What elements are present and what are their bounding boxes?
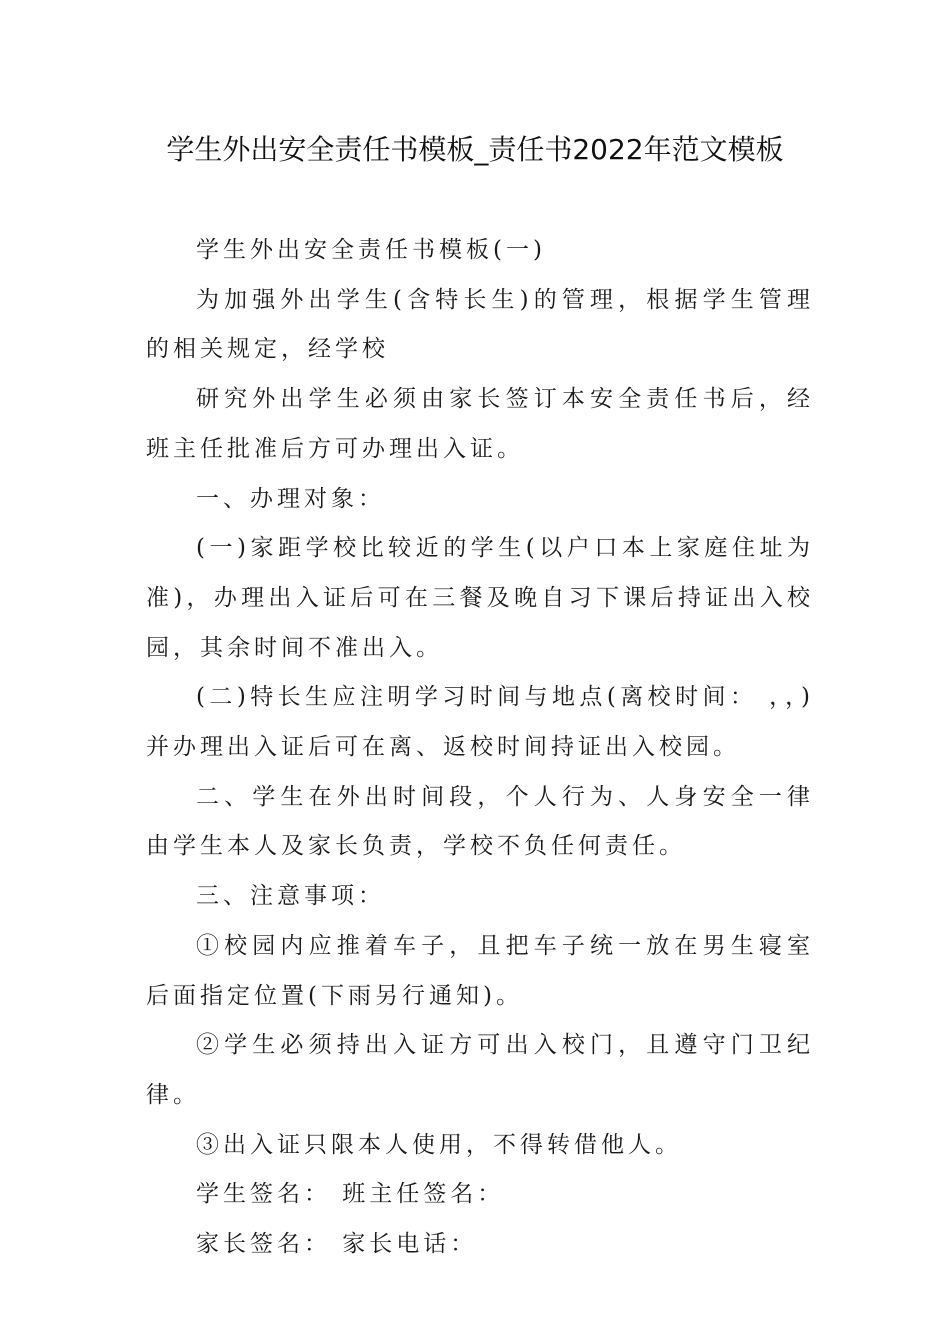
paragraph: 二、学生在外出时间段，个人行为、人身安全一律由学生本人及家长负责，学校不负任何责任。 — [146, 783, 814, 860]
paragraph: (二)特长生应注明学习时间与地点(离校时间： ，，)并办理出入证后可在离、返校时间持证出入校园。 — [146, 684, 814, 761]
paragraph: (一)家距学校比较近的学生(以户口本上家庭住址为准)，办理出入证后可在三餐及晚自习下课后持证出入校园，其余时间不准出入。 — [146, 535, 814, 661]
list-item: ③出入证只限本人使用，不得转借他人。 — [196, 1131, 682, 1158]
list-item: ②学生必须持出入证方可出入校门，且遵守门卫纪律。 — [146, 1032, 814, 1108]
signature-line-parent: 家长签名： 家长电话： — [196, 1231, 478, 1258]
section-heading: 三、注意事项： — [196, 883, 385, 910]
list-item: ①校园内应推着车子，且把车子统一放在男生寝室后面指定位置(下雨另行通知)。 — [146, 932, 814, 1009]
section-heading: 学生外出安全责任书模板(一) — [196, 237, 546, 263]
document-title: 学生外出安全责任书模板_责任书2022年范文模板 — [166, 133, 784, 166]
paragraph: 研究外出学生必须由家长签订本安全责任书后，经班主任批准后方可办理出入证。 — [146, 386, 814, 462]
document-body — [146, 226, 814, 1270]
signature-line-student: 学生签名： 班主任签名： — [196, 1181, 505, 1208]
section-heading: 一、办理对象： — [196, 485, 385, 512]
paragraph: 为加强外出学生(含特长生)的管理，根据学生管理的相关规定，经学校 — [146, 286, 814, 363]
